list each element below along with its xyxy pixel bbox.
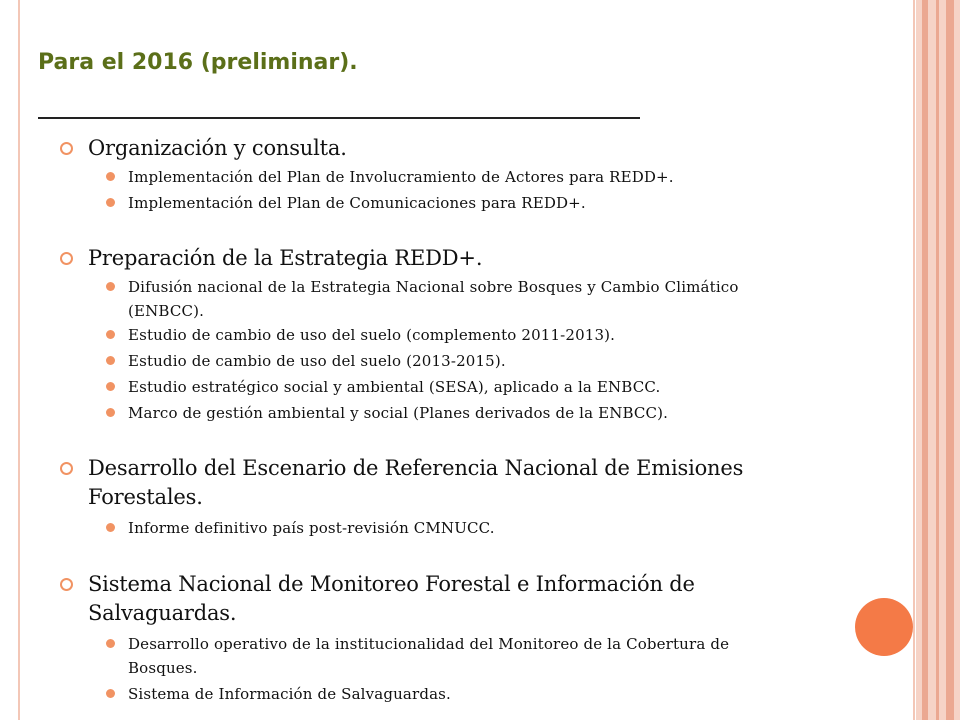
list-item: Implementación del Plan de Comunicaciones para REDD+.: [128, 194, 586, 212]
section-heading: Desarrollo del Escenario de Referencia Nacional de Emisiones: [88, 456, 744, 480]
section-heading: Sistema Nacional de Monitoreo Forestal e Información de: [88, 572, 695, 596]
section-heading: Organización y consulta.: [88, 136, 347, 160]
dot-bullet-icon: [106, 282, 115, 291]
list-item: Estudio estratégico social y ambiental (SESA), aplicado a la ENBCC.: [128, 378, 661, 396]
dot-bullet-icon: [106, 198, 115, 207]
decorative-circle: [855, 598, 913, 656]
list-item: Desarrollo operativo de la institucionalidad del Monitoreo de la Cobertura de: [128, 635, 730, 653]
list-item: Informe definitivo país post-revisión CMNUCC.: [128, 519, 495, 537]
ring-bullet-icon: [60, 578, 73, 591]
list-item: Estudio de cambio de uso del suelo (complemento 2011-2013).: [128, 326, 616, 344]
dot-bullet-icon: [106, 172, 115, 181]
dot-bullet-icon: [106, 356, 115, 365]
section-heading-continuation: Salvaguardas.: [88, 601, 237, 625]
list-item: Marco de gestión ambiental y social (Planes derivados de la ENBCC).: [128, 404, 669, 422]
list-item-continuation: Bosques.: [128, 659, 198, 677]
list-item: Implementación del Plan de Involucramiento de Actores para REDD+.: [128, 168, 674, 186]
list-item: Estudio de cambio de uso del suelo (2013-2015).: [128, 352, 506, 370]
section-heading: Preparación de la Estrategia REDD+.: [88, 246, 483, 270]
list-item-continuation: (ENBCC).: [128, 302, 205, 320]
list-item: Sistema de Información de Salvaguardas.: [128, 685, 451, 703]
dot-bullet-icon: [106, 408, 115, 417]
slide-title: Para el 2016 (preliminar).: [38, 50, 358, 75]
dot-bullet-icon: [106, 382, 115, 391]
dot-bullet-icon: [106, 523, 115, 532]
dot-bullet-icon: [106, 330, 115, 339]
dot-bullet-icon: [106, 639, 115, 648]
section-heading-continuation: Forestales.: [88, 485, 203, 509]
ring-bullet-icon: [60, 142, 73, 155]
ring-bullet-icon: [60, 252, 73, 265]
dot-bullet-icon: [106, 689, 115, 698]
list-item: Difusión nacional de la Estrategia Nacional sobre Bosques y Cambio Climático: [128, 278, 739, 296]
ring-bullet-icon: [60, 462, 73, 475]
